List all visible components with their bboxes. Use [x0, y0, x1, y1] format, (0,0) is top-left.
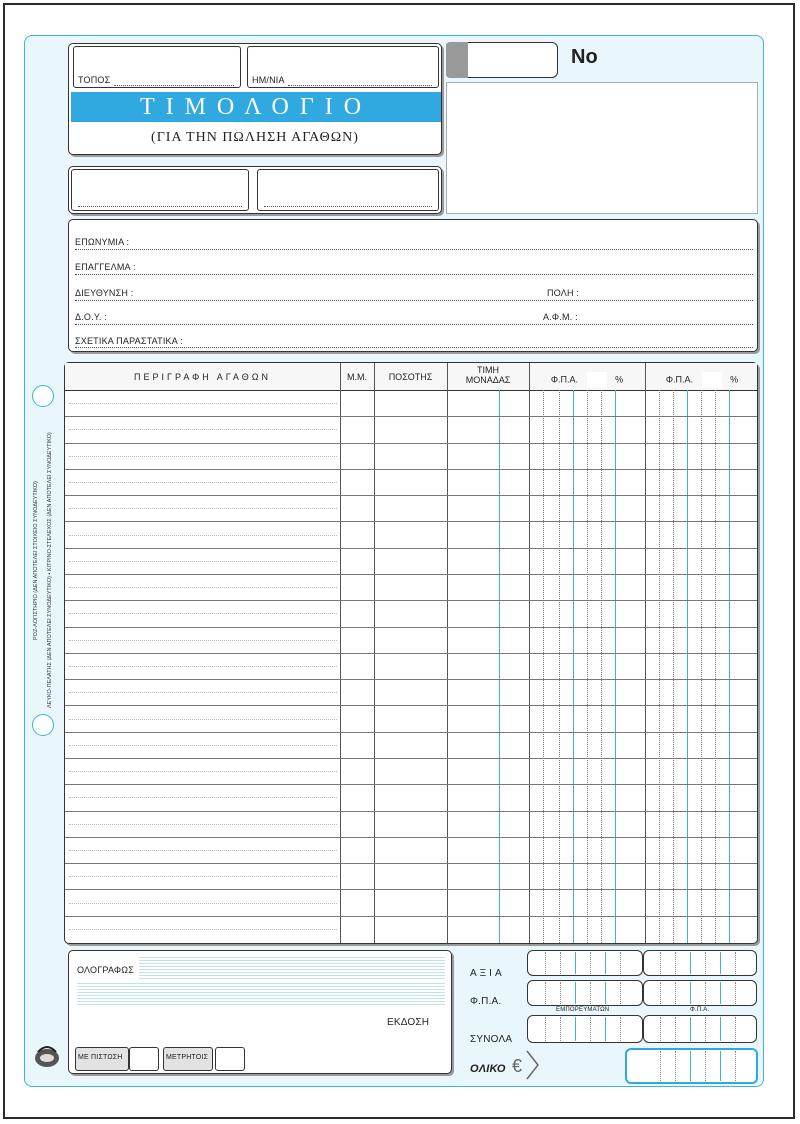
vat2-dot-4	[715, 390, 716, 943]
price-decimal-line	[499, 390, 500, 943]
row-guide	[69, 403, 337, 404]
totals-dot-line	[605, 1017, 606, 1041]
col-header-vat1	[529, 372, 645, 388]
binder-hole-bottom	[32, 714, 54, 736]
place-label: ΤΟΠΟΣ	[78, 75, 111, 85]
totals-dot-line	[660, 1051, 661, 1081]
row-guide	[69, 613, 337, 614]
vat2-blue-2	[729, 390, 730, 943]
table-row[interactable]	[65, 521, 757, 522]
row-guide	[69, 745, 337, 746]
unit-price-line2: ΜΟΝΑΔΑΣ	[465, 375, 511, 385]
publisher-logo	[32, 1040, 62, 1075]
row-guide	[69, 561, 337, 562]
vat1-dot-3	[587, 390, 588, 943]
row-guide	[69, 508, 337, 509]
extra-fields-box	[68, 166, 442, 214]
totals-dot-line	[590, 982, 591, 1004]
credit-checkbox[interactable]	[129, 1047, 159, 1071]
row-guide	[69, 429, 337, 430]
table-row[interactable]	[65, 679, 757, 680]
totals-dot-line	[560, 1017, 561, 1041]
credit-label: ΜΕ ΠΙΣΤΩΣΗ	[78, 1054, 123, 1061]
totals-dot-line	[605, 952, 606, 974]
totals-dot-line	[720, 1051, 721, 1081]
totals-label: ΣΥΝΟΛΑ	[470, 1034, 513, 1045]
euro-icon: €	[512, 1056, 523, 1076]
table-row[interactable]	[65, 600, 757, 601]
totals-dot-line	[620, 952, 621, 974]
date-field[interactable]	[247, 46, 439, 88]
table-row[interactable]	[65, 416, 757, 417]
row-guide	[69, 797, 337, 798]
col-header-unit: Μ.Μ.	[347, 372, 367, 382]
row-guide	[69, 876, 337, 877]
invoice-subtitle: (ΓΙΑ ΤΗΝ ΠΩΛΗΣΗ ΑΓΑΘΩΝ)	[151, 130, 359, 145]
table-row[interactable]	[65, 863, 757, 864]
totals-dot-line	[660, 982, 661, 1004]
totals-dot-line	[735, 982, 736, 1004]
vat2-blue-1	[687, 390, 688, 943]
col-header-unit-price	[447, 365, 529, 385]
tax-office-label: Δ.Ο.Υ. :	[75, 312, 107, 322]
vat2-pct: %	[730, 374, 739, 385]
extra-field-2[interactable]	[257, 169, 439, 211]
totals-dot-line	[590, 952, 591, 974]
customer-box	[68, 219, 758, 352]
vat1-blue-1	[573, 390, 574, 943]
totals-dot-line	[575, 952, 576, 974]
table-row[interactable]	[65, 758, 757, 759]
row-guide	[69, 640, 337, 641]
totals-dot-line	[545, 952, 546, 974]
unit-price-line1: ΤΙΜΗ	[477, 365, 499, 375]
totals-dot-line	[660, 1017, 661, 1041]
row-guide	[69, 666, 337, 667]
totals-dot-line	[705, 952, 706, 974]
totals-dot-line	[735, 1051, 736, 1081]
address-label: ΔΙΕΥΘΥΝΣΗ :	[75, 288, 134, 298]
row-guide	[69, 824, 337, 825]
totals-dot-line	[705, 982, 706, 1004]
totals-dot-line	[605, 982, 606, 1004]
table-row[interactable]	[65, 443, 757, 444]
table-row[interactable]	[65, 574, 757, 575]
table-row[interactable]	[65, 811, 757, 812]
totals-dot-line	[675, 1017, 676, 1041]
totals-dot-line	[560, 952, 561, 974]
row-guide	[69, 850, 337, 851]
totals-dot-line	[735, 952, 736, 974]
totals-dot-line	[590, 1017, 591, 1041]
table-row[interactable]	[65, 653, 757, 654]
profession-label: ΕΠΑΓΓΕΛΜΑ :	[75, 262, 136, 272]
goods-label: ΕΜΠΟΡΕΥΜΑΤΩΝ	[556, 1007, 610, 1013]
in-words-lines-2[interactable]	[77, 983, 445, 1007]
col-header-quantity: ΠΟΣΟΤΗΣ	[388, 372, 433, 382]
totals-dot-line	[545, 982, 546, 1004]
number-field[interactable]	[468, 42, 558, 78]
totals-dot-line	[735, 1017, 736, 1041]
credit-option[interactable]	[75, 1047, 129, 1071]
totals-dot-line	[690, 1051, 691, 1081]
customer-name-label: ΕΠΩΝΥΜΙΑ :	[75, 237, 130, 247]
table-row[interactable]	[65, 627, 757, 628]
totals-dot-line	[675, 1051, 676, 1081]
vat-number-label: Α.Φ.Μ. :	[543, 312, 578, 322]
totals-dot-line	[545, 1017, 546, 1041]
side-note-line2: ΛΕΥΚΟ-ΠΕΛΑΤΗΣ (ΔΕΝ ΑΠΟΤΕΛΕΙ ΣΥΝΟΔΕΥΤΙΚΟ) • ΚΙΤΡΙΝΟ-ΣΤΕΛΕΧΟΣ (ΔΕΝ ΑΠΟΤΕΛΕΙ ΣΥΝΟΔΕΥΤΙΚΟ)	[47, 432, 53, 708]
cash-option[interactable]	[163, 1047, 213, 1071]
col-header-vat2	[645, 372, 759, 388]
grand-total-cell[interactable]	[625, 1048, 758, 1084]
vat1-label: Φ.Π.Α.	[550, 374, 579, 385]
date-label: ΗΜ/ΝΙΑ	[252, 75, 285, 85]
table-row[interactable]	[65, 548, 757, 549]
table-row[interactable]	[65, 784, 757, 785]
vat2-dot-3	[701, 390, 702, 943]
vat1-pct: %	[615, 374, 624, 385]
row-guide	[69, 587, 337, 588]
totals-dot-line	[705, 1051, 706, 1081]
vat2-dot-2	[673, 390, 674, 943]
row-guide	[69, 929, 337, 930]
issuer-info-box	[446, 82, 758, 214]
totals-dot-line	[720, 1017, 721, 1041]
totals-dot-line	[675, 952, 676, 974]
vat1-dot-4	[601, 390, 602, 943]
extra-field-1[interactable]	[71, 169, 249, 211]
vat1-rate-field[interactable]	[587, 372, 607, 388]
number-tab	[446, 42, 468, 78]
row-guide	[69, 719, 337, 720]
row-guide	[69, 456, 337, 457]
value-label: ΑΞΙΑ	[470, 968, 505, 979]
totals-dot-line	[690, 1017, 691, 1041]
footer-words-box	[68, 950, 452, 1074]
city-label: ΠΟΛΗ :	[547, 288, 580, 298]
row-guide	[69, 482, 337, 483]
in-words-lines-1[interactable]	[139, 957, 445, 979]
row-guide	[69, 692, 337, 693]
cash-checkbox[interactable]	[215, 1047, 245, 1071]
issue-label: ΕΚΔΟΣΗ	[387, 1017, 430, 1028]
vat2-label: Φ.Π.Α.	[665, 374, 694, 385]
header-box	[68, 43, 442, 155]
table-row[interactable]	[65, 705, 757, 706]
table-row[interactable]	[65, 889, 757, 890]
binder-hole-top	[32, 385, 54, 407]
totals-dot-line	[575, 982, 576, 1004]
invoice-title: ΤΙΜΟΛΟΓΙΟ	[139, 94, 373, 120]
vat1-dot-2	[559, 390, 560, 943]
side-note-line1: ΡΟΖ-ΛΟΓΙΣΤΗΡΙΟ (ΔΕΝ ΑΠΟΤΕΛΕΙ ΣΤΟΙΧΕΙΟ ΣΥΝΟΔΕΥΤΙΚΟ)	[33, 481, 39, 640]
totals-vat-label: Φ.Π.Α.	[470, 996, 502, 1007]
col-header-description: ΠΕΡΙΓΡΑΦΗ ΑΓΑΘΩΝ	[134, 372, 271, 382]
table-row[interactable]	[65, 837, 757, 838]
totals-dot-line	[690, 982, 691, 1004]
vat1-blue-2	[615, 390, 616, 943]
totals-dot-line	[720, 982, 721, 1004]
related-docs-label: ΣΧΕΤΙΚΑ ΠΑΡΑΣΤΑΤΙΚΑ :	[75, 336, 183, 346]
row-guide	[69, 771, 337, 772]
totals-dot-line	[705, 1017, 706, 1041]
vat1-dot-1	[543, 390, 544, 943]
vat-small-label: Φ.Π.Α.	[690, 1007, 710, 1013]
vat2-rate-field[interactable]	[702, 372, 722, 388]
title-banner	[71, 92, 441, 122]
vat2-dot-1	[659, 390, 660, 943]
in-words-label: ΟΛΟΓΡΑΦΩΣ	[77, 965, 134, 975]
cash-label: ΜΕΤΡΗΤΟΙΣ	[166, 1054, 209, 1061]
totals-dot-line	[675, 982, 676, 1004]
place-field[interactable]	[73, 46, 241, 88]
totals-dot-line	[690, 952, 691, 974]
arrow-right-icon	[526, 1050, 540, 1080]
grand-total-label: ΟΛΙΚΟ	[470, 1063, 506, 1075]
table-row[interactable]	[65, 469, 757, 470]
totals-dot-line	[620, 982, 621, 1004]
number-label: Νο	[571, 46, 598, 68]
items-table	[64, 362, 758, 944]
totals-dot-line	[660, 952, 661, 974]
totals-dot-line	[560, 982, 561, 1004]
table-row[interactable]	[65, 916, 757, 917]
row-guide	[69, 535, 337, 536]
totals-dot-line	[620, 1017, 621, 1041]
table-row[interactable]	[65, 732, 757, 733]
table-row[interactable]	[65, 495, 757, 496]
row-guide	[69, 903, 337, 904]
totals-dot-line	[575, 1017, 576, 1041]
totals-dot-line	[720, 952, 721, 974]
